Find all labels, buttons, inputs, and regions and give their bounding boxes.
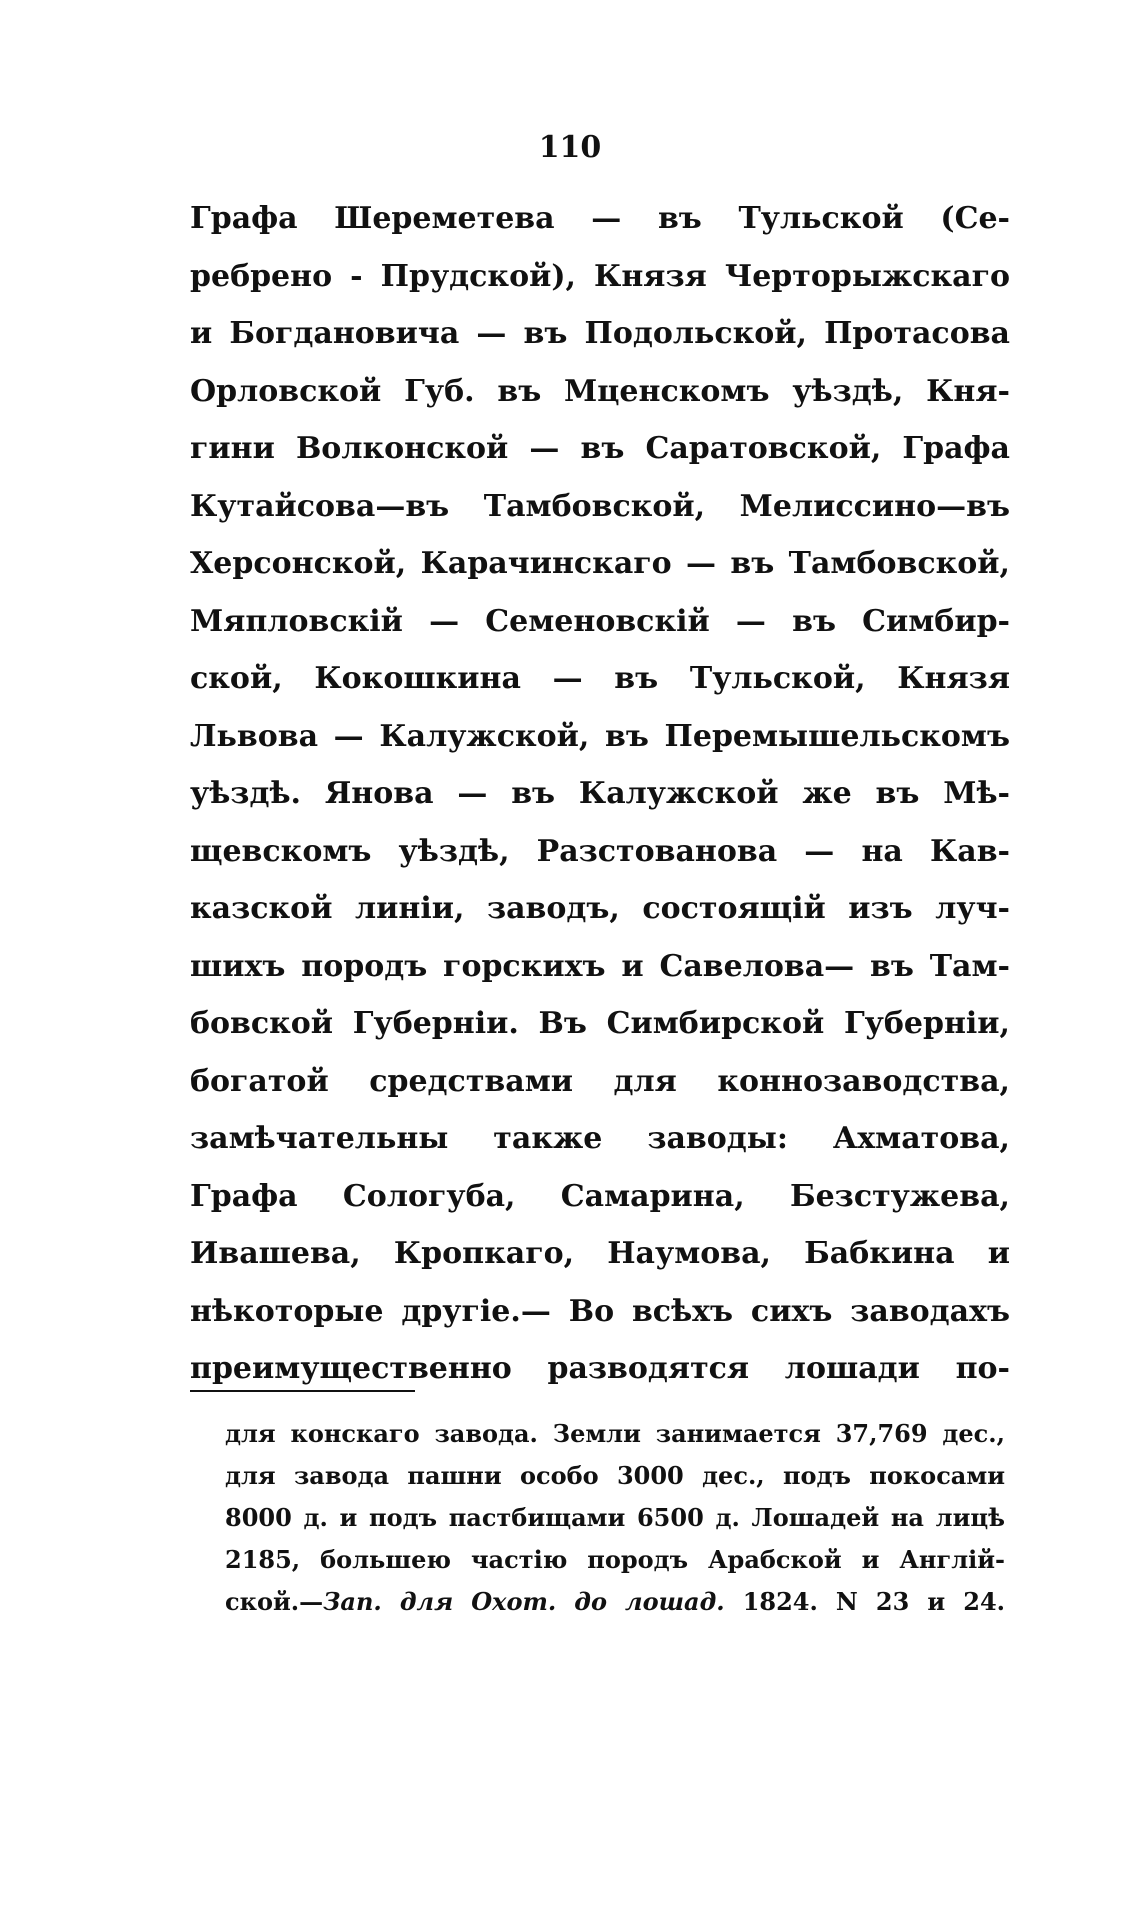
footnote-separator [190, 1390, 415, 1392]
text-line: замѣчательны также заводы: Ахматова, [190, 1121, 1010, 1156]
footnote-source-title: Зап. для Охот. до лошад. [323, 1587, 725, 1616]
footnote-line: 8000 д. и подъ пастбищами 6500 д. Лошадей на лицѣ [225, 1503, 1005, 1532]
text-line: и Богдановича — въ Подольской, Протасова [190, 316, 1010, 351]
text-line: ребрено - Прудской), Князя Черторыжскаго [190, 258, 1010, 294]
text-line: Львова — Калужской, въ Перемышельскомъ [190, 718, 1010, 754]
footnote-line: для завода пашни особо 3000 дес., подъ покосами [225, 1461, 1005, 1490]
text-line: Ивашева, Кропкаго, Наумова, Бабкина и [190, 1236, 1010, 1271]
main-text-block [190, 190, 1010, 1398]
text-line: гини Волконской — въ Саратовской, Графа [190, 431, 1010, 466]
text-line: уѣздѣ. Янова — въ Калужской же въ Мѣ- [190, 776, 1010, 811]
text-line: преимущественно разводятся лошади по- [190, 1351, 1010, 1386]
text-line: Орловской Губ. въ Мценскомъ уѣздѣ, Кня- [190, 373, 1010, 409]
footnote-line: для конскаго завода. Земли занимается 37,769 дес., [225, 1419, 1005, 1448]
text-line: нѣкоторые другіе.— Во всѣхъ сихъ заводахъ [190, 1293, 1010, 1329]
text-line: щевскомъ уѣздѣ, Разстованова — на Кав- [190, 833, 1010, 869]
footnote-last-line [225, 1581, 1005, 1623]
footnote-line: 2185, большею частію породъ Арабской и Англій- [225, 1545, 1005, 1574]
text-line: шихъ породъ горскихъ и Савелова— въ Там- [190, 948, 1010, 984]
footnote-block [225, 1413, 1005, 1623]
text-line: Графа Сологуба, Самарина, Безстужева, [190, 1178, 1010, 1214]
footnote-last-prefix: ской.— [225, 1587, 324, 1616]
text-line: Мяпловскій — Семеновскій — въ Симбир- [190, 603, 1010, 639]
text-line: Кутайсова—въ Тамбовской, Мелиссино—въ [190, 488, 1010, 524]
text-line: казской линіи, заводъ, состоящій изъ луч- [190, 891, 1010, 926]
page-number: 110 [538, 130, 602, 165]
footnote-last-suffix: 1824. N 23 и 24. [724, 1587, 1005, 1616]
text-line: богатой средствами для коннозаводства, [190, 1063, 1010, 1099]
text-line: бовской Губерніи. Въ Симбирской Губерніи, [190, 1006, 1010, 1041]
text-line: ской, Кокошкина — въ Тульской, Князя [190, 661, 1010, 696]
text-line: Херсонской, Карачинскаго — въ Тамбовской, [190, 546, 1010, 581]
text-line: Графа Шереметева — въ Тульской (Се- [190, 201, 1010, 236]
